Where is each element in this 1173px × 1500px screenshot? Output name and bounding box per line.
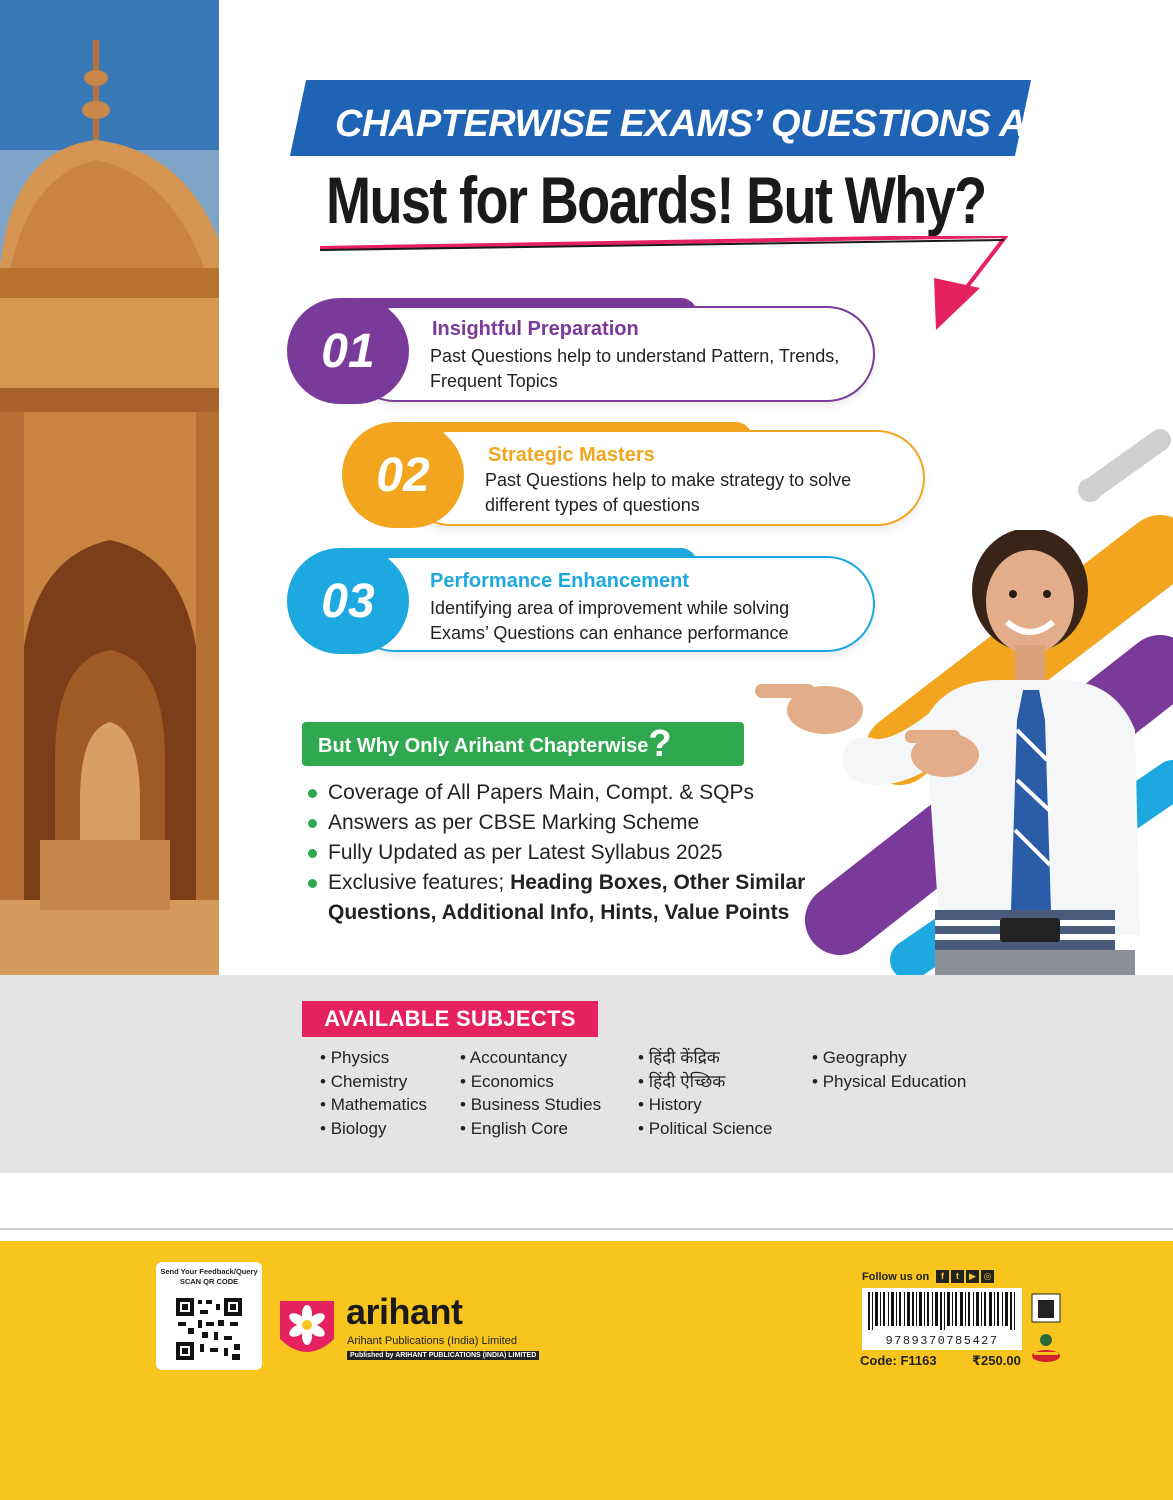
list-item: Fully Updated as per Latest Syllabus 2025: [306, 838, 826, 868]
subjects-column-1: [320, 1046, 427, 1140]
point-number: 01: [287, 298, 409, 404]
point-title: Performance Enhancement: [430, 570, 689, 592]
isbn-number: 9789370785427: [885, 1334, 999, 1348]
why-arihant-tag: [302, 722, 744, 766]
point-title: Strategic Masters: [488, 444, 655, 466]
question-mark: ?: [648, 723, 672, 765]
subject-item: • Accountancy: [460, 1048, 568, 1067]
subject-item: • History: [638, 1095, 702, 1114]
point-number: 03: [287, 548, 409, 654]
publisher-line: Published by ARIHANT PUBLICATIONS (INDIA) LIMITED: [347, 1351, 539, 1360]
barcode-icon: [862, 1288, 1022, 1332]
youtube-icon[interactable]: ▶: [966, 1270, 979, 1283]
instagram-icon[interactable]: ◎: [981, 1270, 994, 1283]
banner-title: CHAPTERWISE EXAMS’ QUESTIONS ARE: [335, 103, 1078, 145]
subject-item: • Business Studies: [460, 1095, 602, 1114]
subject-item: • Physical Education: [812, 1071, 967, 1091]
subject-item: • Political Science: [638, 1118, 773, 1138]
headline: Must for Boards! But Why?: [326, 163, 986, 237]
facebook-icon[interactable]: f: [936, 1270, 949, 1283]
point-number: 02: [342, 422, 464, 528]
subject-item: • Chemistry: [320, 1071, 408, 1091]
subject-item: • हिंदी केंद्रिक: [638, 1048, 720, 1067]
subject-item: • Geography: [812, 1048, 907, 1067]
point-title: Insightful Preparation: [432, 318, 639, 340]
divider: [0, 1228, 1173, 1230]
brand-name: arihant: [346, 1291, 463, 1332]
list-item: [306, 868, 826, 928]
subject-item: • Physics: [320, 1048, 390, 1067]
subject-item: • Biology: [320, 1118, 387, 1138]
subject-item: • English Core: [460, 1118, 569, 1138]
brand-subtitle: Arihant Publications (India) Limited: [347, 1335, 517, 1347]
follow-label: Follow us on: [862, 1271, 930, 1283]
twitter-icon[interactable]: t: [951, 1270, 964, 1283]
subjects-column-2: [460, 1046, 601, 1140]
point-description: Past Questions help to make strategy to solve different types of questions: [485, 470, 852, 515]
feature-list: [306, 778, 826, 928]
list-item: Coverage of All Papers Main, Compt. & SQPs: [306, 778, 826, 808]
arihant-logo-icon: [278, 1299, 336, 1361]
subject-item: • हिंदी ऐच्छिक: [638, 1071, 726, 1091]
feature-highlight: Heading Boxes, Other Similar Questions, Additional Info, Hints, Value Points: [328, 871, 806, 924]
list-item: Answers as per CBSE Marking Scheme: [306, 808, 826, 838]
subjects-title: AVAILABLE SUBJECTS: [302, 1001, 598, 1037]
subject-item: • Economics: [460, 1071, 554, 1091]
point-description: Past Questions help to understand Pattern, Trends, Frequent Topics: [430, 346, 840, 391]
qr-caption: Send Your Feedback/Query SCAN QR CODE: [160, 1267, 258, 1286]
price: ₹250.00: [972, 1353, 1021, 1368]
subjects-column-4: [812, 1046, 966, 1093]
architecture-photo: [0, 0, 219, 1140]
social-links: [936, 1270, 994, 1283]
qr-code-icon[interactable]: [174, 1296, 244, 1362]
subjects-column-3: [638, 1046, 772, 1140]
why-label: But Why Only Arihant Chapterwise: [318, 735, 649, 757]
point-card-1: [287, 298, 877, 404]
emblem-icon: [1030, 1292, 1062, 1368]
product-code: Code: F1163: [860, 1353, 937, 1368]
subject-item: • Mathematics: [320, 1095, 428, 1114]
feature-lead: Exclusive features;: [328, 871, 511, 894]
point-description: Identifying area of improvement while solving Exams’ Questions can enhance performance: [430, 598, 790, 643]
